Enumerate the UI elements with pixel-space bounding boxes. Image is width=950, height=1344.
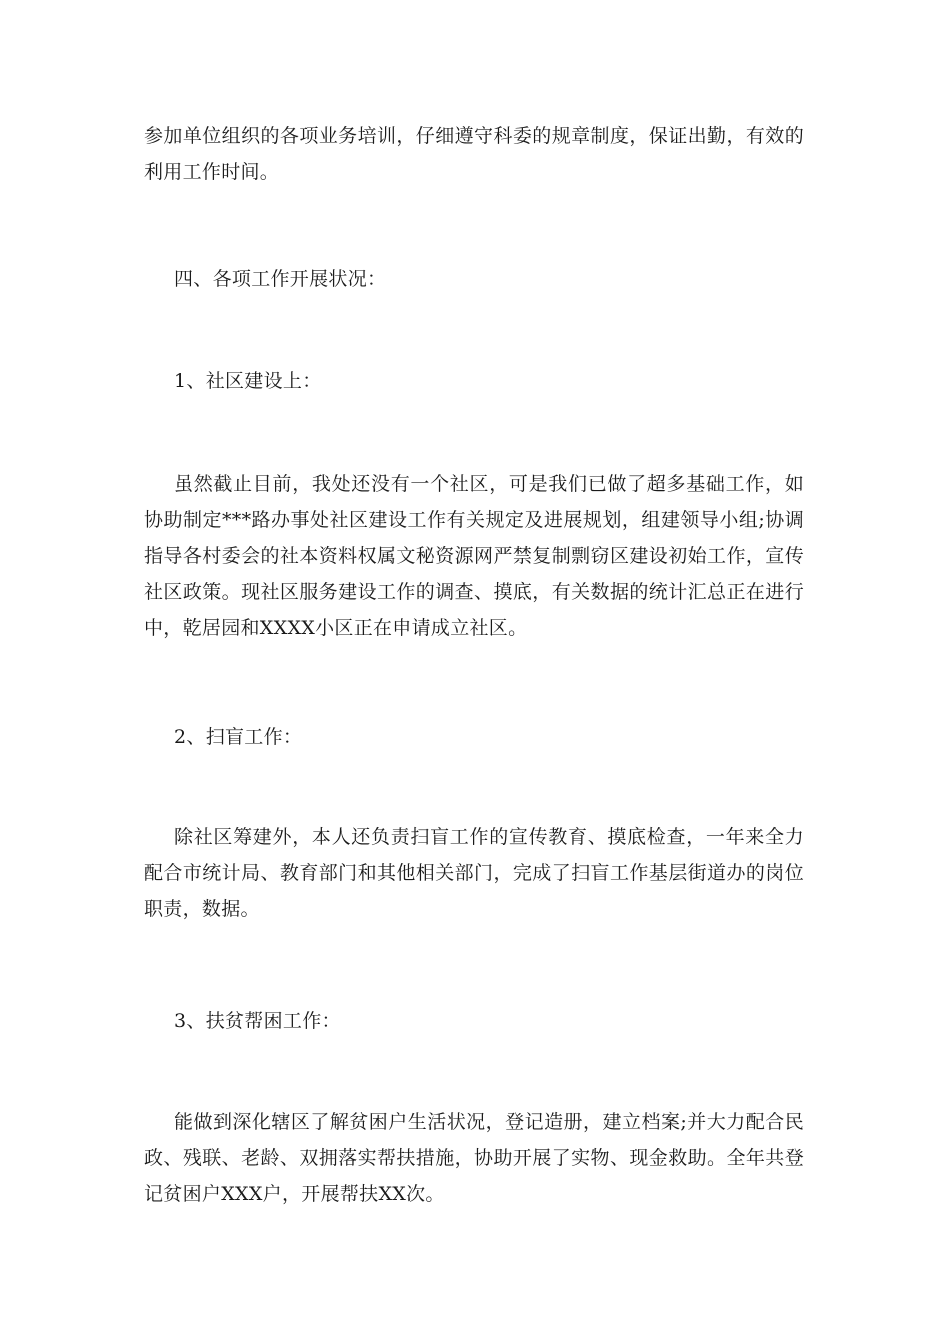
section-heading-work-status: 四、各项工作开展状况： bbox=[174, 268, 387, 290]
paragraph-poverty-relief: 能做到深化辖区了解贫困户生活状况，登记造册，建立档案;并大力配合民政、残联、老龄、双拥落实帮扶措施，协助开展了实物、现金救助。全年共登记贫困户XXX户，开展帮扶XX次。 bbox=[144, 1111, 804, 1205]
subheading-poverty-relief: 3、扶贫帮困工作： bbox=[174, 1010, 341, 1032]
paragraph-training: 参加单位组织的各项业务培训，仔细遵守科委的规章制度，保证出勤，有效的利用工作时间。 bbox=[144, 125, 804, 183]
subheading-community-building: 1、社区建设上： bbox=[174, 370, 322, 392]
subheading-literacy: 2、扫盲工作： bbox=[174, 726, 303, 748]
paragraph-community-building: 虽然截止目前，我处还没有一个社区，可是我们已做了超多基础工作，如协助制定***路办事处社区建设工作有关规定及进展规划，组建领导小组;协调指导各村委会的社本资料权属文秘资源网严禁复制剽窃区建设初始工作，宣传社区政策。现社区服务建设工作的调查、摸底，有关数据的统计汇总正在进行中，乾居园和XXXX小区正在申请成立社区。 bbox=[144, 473, 804, 639]
paragraph-literacy: 除社区筹建外，本人还负责扫盲工作的宣传教育、摸底检查，一年来全力配合市统计局、教育部门和其他相关部门，完成了扫盲工作基层街道办的岗位职责，数据。 bbox=[144, 826, 804, 920]
